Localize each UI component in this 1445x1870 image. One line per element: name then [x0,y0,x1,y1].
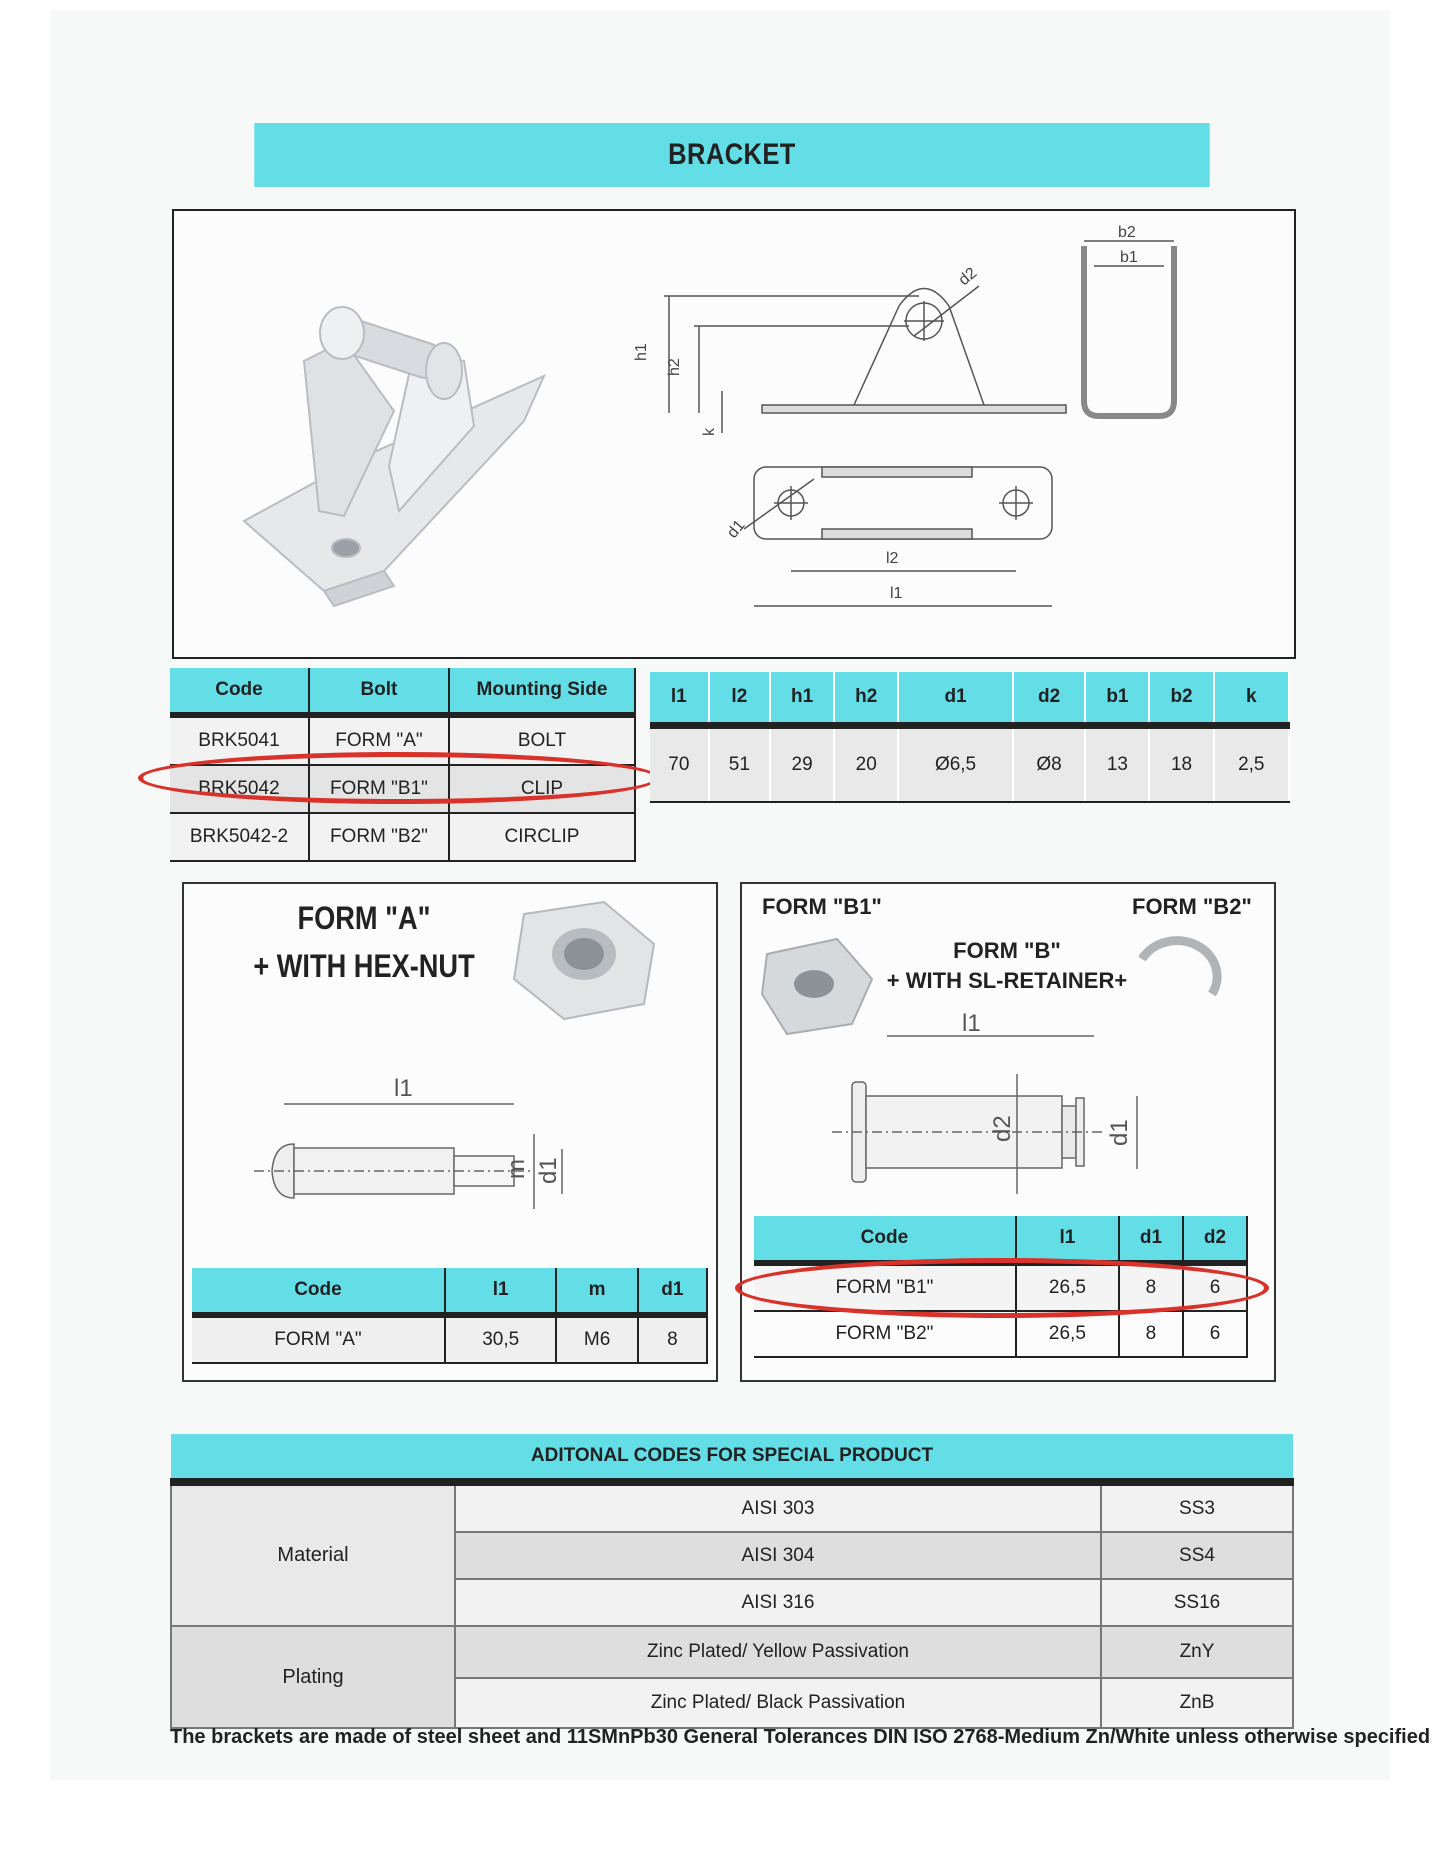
cell-l2: 51 [709,726,770,803]
table-row [171,1482,1293,1532]
col-d1: d1 [638,1268,707,1315]
plating-label: Plating [171,1626,455,1728]
col-mounting-side: Mounting Side [449,668,635,715]
col-d2: d2 [1013,672,1086,726]
cell-code: BRK5042-2 [170,813,309,861]
col-m: m [556,1268,637,1315]
cell-m: M6 [556,1315,637,1363]
col-code: Code [192,1268,445,1315]
plating-code: ZnY [1101,1626,1293,1678]
b2-label: b2 [1118,224,1136,241]
bolt-a-drawing [254,1104,562,1209]
cell-b1: 13 [1085,726,1149,803]
circlip-image [1142,941,1217,994]
page-title: BRACKET [254,123,1209,187]
cell-mounting: CLIP [449,765,635,813]
col-h1: h1 [770,672,834,726]
l1-label: l1 [890,585,903,602]
form-a-m-label: m [503,1159,530,1179]
bracket-drawings [174,211,1294,657]
cell-d1: Ø6,5 [898,726,1013,803]
additional-codes-header: ADITONAL CODES FOR SPECIAL PRODUCT [171,1434,1293,1482]
k-label: k [701,428,718,436]
material-code: SS4 [1101,1532,1293,1579]
material-name: AISI 316 [455,1579,1101,1626]
table-row [650,726,1289,803]
footer-note: The brackets are made of steel sheet and 11SMnPb30 General Tolerances DIN ISO 2768-Medium Zn/White unless otherwise specified [170,1726,1431,1748]
hex-nut-image [514,902,654,1019]
cell-d2: Ø8 [1013,726,1086,803]
col-k: k [1214,672,1289,726]
cell-l1: 26,5 [1016,1263,1119,1311]
plating-name: Zinc Plated/ Black Passivation [455,1678,1101,1728]
form-b-d2-label: d2 [989,1115,1016,1142]
form-a-panel [182,882,718,1382]
col-code: Code [170,668,309,715]
cell-d1: 8 [1119,1263,1183,1311]
cell-l1: 30,5 [445,1315,557,1363]
form-b-d1-label: d1 [1106,1119,1133,1146]
highlight-ellipse-brk5042 [138,752,660,804]
cell-b2: 18 [1149,726,1213,803]
cell-h2: 20 [834,726,898,803]
form-a-l1-label: l1 [394,1075,413,1102]
cell-code: BRK5041 [170,715,309,765]
col-code: Code [754,1216,1016,1263]
col-l1: l1 [650,672,709,726]
l2-label: l2 [886,550,899,567]
highlight-ellipse-form-b1 [735,1258,1269,1318]
form-b-drawings [742,884,1274,1214]
cell-code: FORM "A" [192,1315,445,1363]
b1-label: b1 [1120,249,1138,266]
form-a-title: FORM "A" + WITH HEX-NUT [253,900,475,984]
bracket-3d-image [244,307,544,606]
table-row [170,813,635,861]
table-row [171,1626,1293,1678]
form-a-drawings [184,884,716,1264]
form-b1-label: FORM "B1" [762,894,882,919]
form-b-title: FORM "B" + WITH SL-RETAINER+ [886,938,1128,993]
side-view-drawing [664,286,1066,433]
h1-label: h1 [633,343,650,361]
cell-code: FORM "B1" [754,1263,1016,1311]
material-code: SS3 [1101,1482,1293,1532]
material-name: AISI 303 [455,1482,1101,1532]
cell-l1: 70 [650,726,709,803]
bolt-b-drawing [832,1036,1137,1194]
col-b1: b1 [1085,672,1149,726]
material-label: Material [171,1482,455,1626]
form-a-table [192,1268,708,1364]
sl-retainer-clip-image [762,939,872,1034]
col-h2: h2 [834,672,898,726]
form-b-l1-label: l1 [962,1010,981,1037]
cell-l1: 26,5 [1016,1311,1119,1357]
cell-bolt: FORM "B2" [309,813,449,861]
cell-mounting: CIRCLIP [449,813,635,861]
plating-code: ZnB [1101,1678,1293,1728]
plating-name: Zinc Plated/ Yellow Passivation [455,1626,1101,1678]
d2-label: d2 [955,264,981,290]
cell-d2: 6 [1183,1311,1247,1357]
drawing-panel [172,209,1296,659]
col-bolt: Bolt [309,668,449,715]
cell-h1: 29 [770,726,834,803]
form-b2-label: FORM "B2" [1132,894,1252,919]
cell-d2: 6 [1183,1263,1247,1311]
material-code: SS16 [1101,1579,1293,1626]
dimensions-table [650,672,1290,803]
cell-code: BRK5042 [170,765,309,813]
col-d2: d2 [1183,1216,1247,1263]
cell-bolt: FORM "A" [309,715,449,765]
col-l2: l2 [709,672,770,726]
h2-label: h2 [666,358,683,376]
col-d1: d1 [898,672,1013,726]
cell-mounting: BOLT [449,715,635,765]
end-view-drawing [1084,241,1174,416]
col-l1: l1 [1016,1216,1119,1263]
cell-code: FORM "B2" [754,1311,1016,1357]
cell-d1: 8 [1119,1311,1183,1357]
cell-k: 2,5 [1214,726,1289,803]
col-b2: b2 [1149,672,1213,726]
table-row [192,1315,707,1363]
form-a-d1-label: d1 [535,1157,562,1184]
col-l1: l1 [445,1268,557,1315]
col-d1: d1 [1119,1216,1183,1263]
cell-d1: 8 [638,1315,707,1363]
cell-bolt: FORM "B1" [309,765,449,813]
material-name: AISI 304 [455,1532,1101,1579]
d1-label: d1 [724,517,749,542]
additional-codes-table [170,1434,1294,1729]
